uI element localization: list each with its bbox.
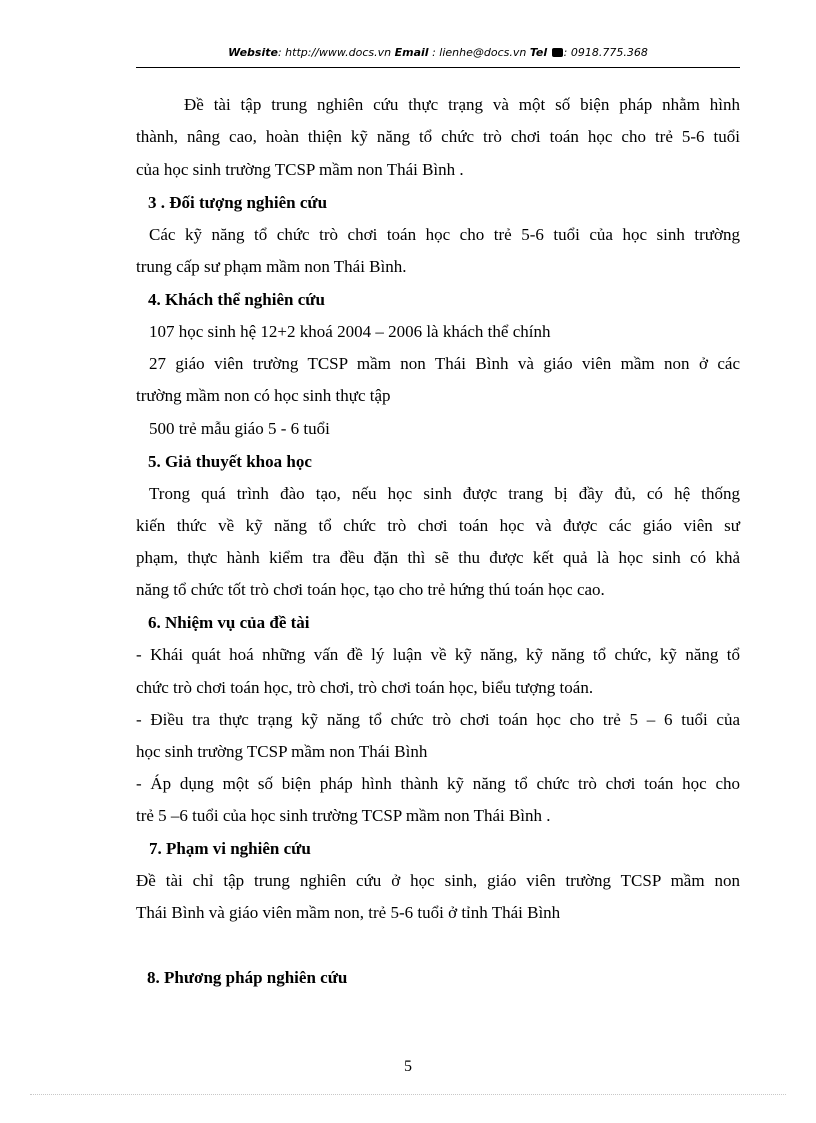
paragraph-line: Trong quá trình đào tạo, nếu học sinh được trang bị đầy đủ, có hệ thống	[149, 484, 740, 503]
paragraph-line: - Áp dụng một số biện pháp hình thành kỹ năng tổ chức trò chơi toán học cho	[136, 774, 740, 793]
paragraph-line: của học sinh trường TCSP mầm non Thái Bình .	[136, 160, 464, 179]
section-heading-5: 5. Giả thuyết khoa học	[148, 452, 312, 471]
paragraph-line: năng tổ chức tốt trò chơi toán học, tạo cho trẻ hứng thú toán học cao.	[136, 580, 605, 599]
paragraph-line: - Điều tra thực trạng kỹ năng tổ chức trò chơi toán học cho trẻ 5 – 6 tuổi của	[136, 710, 740, 729]
paragraph-line: học sinh trường TCSP mầm non Thái Bình	[136, 742, 428, 761]
paragraph-line: trẻ 5 –6 tuổi của học sinh trường TCSP mầm non Thái Bình .	[136, 806, 551, 825]
header-divider	[136, 67, 740, 68]
email-value: : lienhe@docs.vn	[432, 46, 527, 59]
email-label: Email	[394, 46, 429, 59]
paragraph-line: trung cấp sư phạm mầm non Thái Bình.	[136, 257, 407, 276]
website-value: : http://www.docs.vn	[277, 46, 392, 59]
paragraph-line: 500 trẻ mẫu giáo 5 - 6 tuổi	[149, 419, 330, 438]
paragraph-line: Đề tài chỉ tập trung nghiên cứu ở học sinh, giáo viên trường TCSP mầm non	[136, 871, 740, 890]
page-header	[136, 46, 740, 59]
section-heading-7: 7. Phạm vi nghiên cứu	[149, 839, 311, 858]
section-heading-4: 4. Khách thể nghiên cứu	[148, 290, 325, 309]
paragraph-line: kiến thức về kỹ năng tổ chức trò chơi toán học và được các giáo viên sư	[136, 516, 740, 535]
paragraph-line: - Khái quát hoá những vấn đề lý luận về kỹ năng, kỹ năng tổ chức, kỹ năng tổ	[136, 645, 740, 664]
paragraph-line: 27 giáo viên trường TCSP mầm non Thái Bình và giáo viên mầm non ở các	[149, 354, 740, 373]
page-bottom-divider	[30, 1094, 786, 1095]
paragraph-line: Đề tài tập trung nghiên cứu thực trạng và một số biện pháp nhằm hình	[184, 95, 740, 114]
section-heading-6: 6. Nhiệm vụ của đề tài	[148, 613, 310, 632]
page-number: 5	[404, 1058, 412, 1075]
paragraph-line: 107 học sinh hệ 12+2 khoá 2004 – 2006 là khách thể chính	[149, 322, 551, 341]
paragraph-line: thành, nâng cao, hoàn thiện kỹ năng tổ chức trò chơi toán học cho trẻ 5-6 tuổi	[136, 127, 740, 146]
phone-icon	[552, 48, 563, 57]
paragraph-line: chức trò chơi toán học, trò chơi, trò chơi toán học, biểu tượng toán.	[136, 678, 594, 697]
paragraph-line: Thái Bình và giáo viên mầm non, trẻ 5-6 tuổi ở tỉnh Thái Bình	[136, 903, 561, 922]
section-heading-8: 8. Phương pháp nghiên cứu	[147, 968, 348, 987]
tel-label: Tel	[529, 46, 548, 59]
paragraph-line: trường mầm non có học sinh thực tập	[136, 386, 391, 405]
paragraph-line: Các kỹ năng tổ chức trò chơi toán học cho trẻ 5-6 tuổi của học sinh trường	[149, 225, 740, 244]
section-heading-3: 3 . Đối tượng nghiên cứu	[148, 193, 328, 212]
website-label: Website	[228, 46, 278, 59]
tel-value: : 0918.775.368	[563, 46, 648, 59]
paragraph-line: phạm, thực hành kiểm tra đều đặn thì sẽ thu được kết quả là học sinh có khả	[136, 548, 740, 567]
